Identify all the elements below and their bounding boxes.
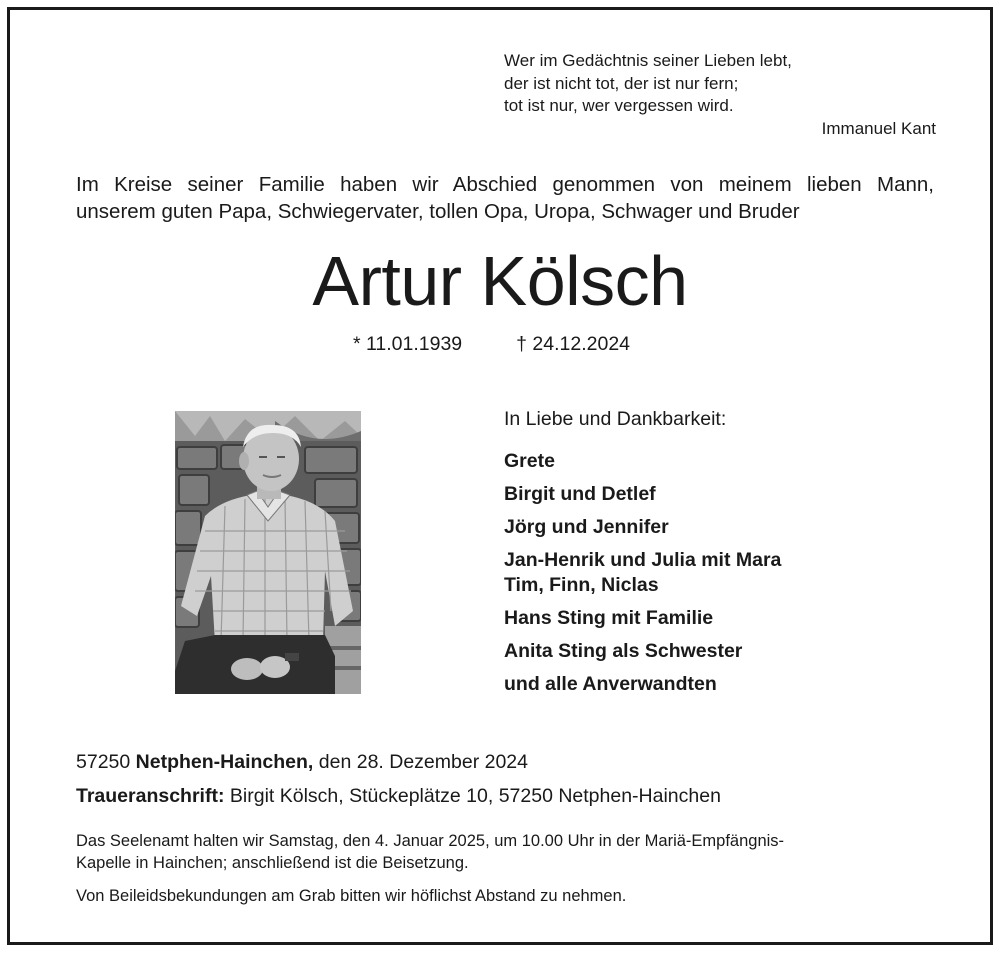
quote-line-1: Wer im Gedächtnis seiner Lieben lebt,	[504, 51, 792, 70]
service-info	[76, 830, 936, 874]
death-date: † 24.12.2024	[516, 333, 631, 355]
intro-line-1: Im Kreise seiner Familie haben wir Abschied genommen von meinem lieben Mann,	[76, 173, 934, 196]
address-value: Birgit Kölsch, Stückeplätze 10, 57250 Netphen-Hainchen	[229, 785, 721, 807]
family-members	[504, 449, 924, 696]
kant-quote	[504, 50, 936, 140]
family-member: Jörg und Jennifer	[504, 516, 669, 538]
place-date: den 28. Dezember 2024	[318, 751, 528, 773]
family-member: und alle Anverwandten	[504, 672, 717, 695]
birth-date: * 11.01.1939	[353, 333, 463, 355]
service-line-1: Das Seelenamt halten wir Samstag, den 4. Januar 2025, um 10.00 Uhr in der Mariä-Empfängnis-	[76, 832, 785, 850]
service-line-2: Kapelle in Hainchen; anschließend ist die Beisetzung.	[76, 854, 469, 872]
place-and-date	[76, 750, 528, 774]
place-town: Netphen-Hainchen,	[135, 751, 314, 773]
family-member: Anita Sting als Schwester	[504, 639, 743, 662]
family-member: Grete	[504, 450, 555, 472]
quote-line-2: der ist nicht tot, der ist nur fern;	[504, 73, 739, 93]
condolence-note: Von Beileidsbekundungen am Grab bitten wir höflichst Abstand zu nehmen.	[76, 887, 627, 905]
family-member: Birgit und Detlef	[504, 483, 656, 505]
family-member-group	[504, 548, 924, 597]
deceased-name: Artur Kölsch	[312, 242, 688, 320]
life-dates	[353, 332, 630, 356]
portrait-photo	[175, 411, 361, 694]
obituary-notice	[7, 7, 993, 945]
intro-line-2: unserem guten Papa, Schwiegervater, tollen Opa, Uropa, Schwager und Bruder	[76, 200, 800, 223]
address-label: Traueranschrift:	[76, 785, 225, 807]
intro-text	[76, 171, 934, 225]
family-member: Tim, Finn, Niclas	[504, 573, 659, 596]
quote-author: Immanuel Kant	[821, 118, 936, 138]
family-list	[504, 407, 924, 705]
mourning-address	[76, 784, 721, 808]
family-member: Hans Sting mit Familie	[504, 606, 714, 629]
place-zip: 57250	[76, 751, 131, 773]
family-member: Jan-Henrik und Julia mit Mara	[504, 549, 782, 571]
family-lead: In Liebe und Dankbarkeit:	[504, 408, 727, 430]
quote-line-3: tot ist nur, wer vergessen wird.	[504, 96, 734, 115]
